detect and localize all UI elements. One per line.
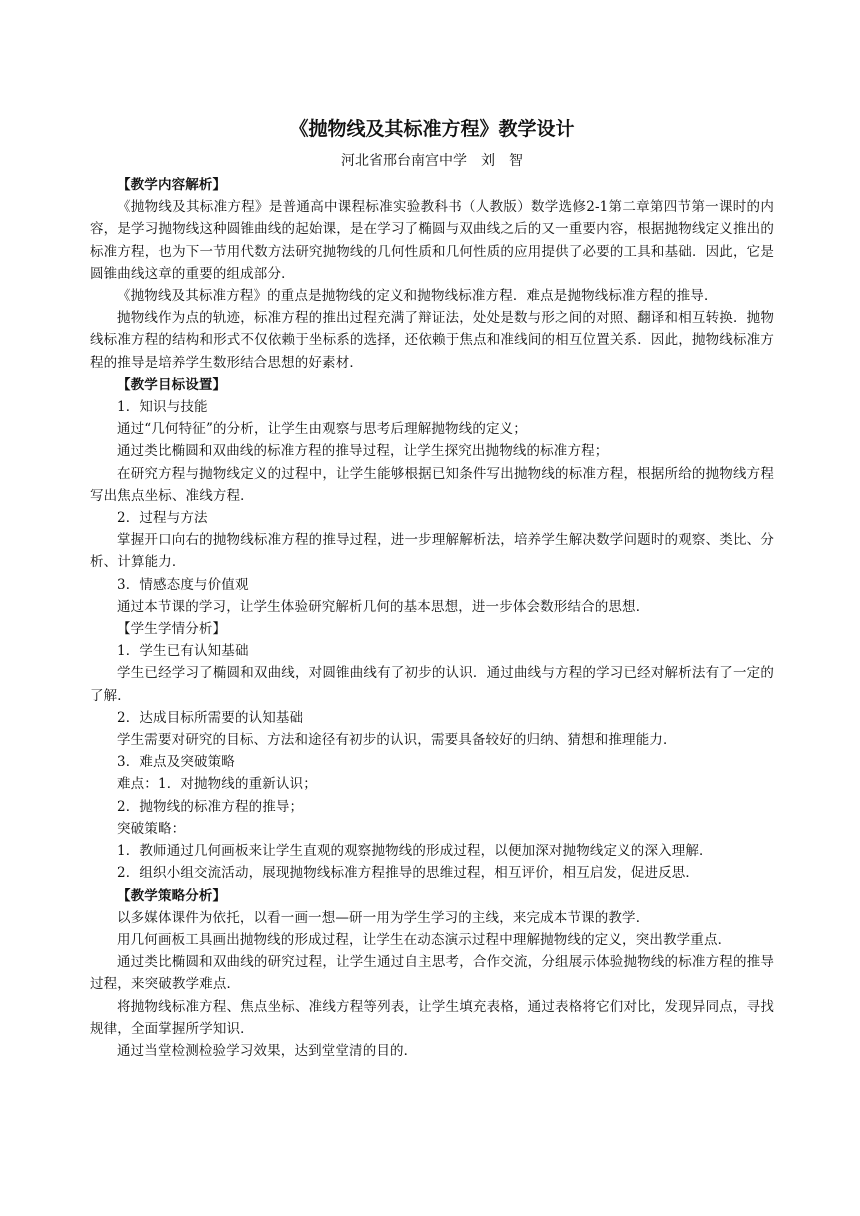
paragraph: 通过本节课的学习，让学生体验研究解析几何的基本思想，进一步体会数形结合的思想． (117, 598, 650, 615)
paragraph: 学生需要对研究的目标、方法和途径有初步的认识，需要具备较好的归纳、猜想和推理能力． (117, 732, 677, 749)
paragraph: 1．教师通过几何画板来让学生直观的观察抛物线的形成过程，以便加深对抛物线定义的深入理解． (117, 843, 713, 860)
paragraph: 1．知识与技能 (117, 399, 208, 416)
document-body (90, 174, 774, 1062)
paragraph: 【学生学情分析】 (117, 621, 227, 638)
paragraph: 掌握开口向右的抛物线标准方程的推导过程，进一步理解解析法，培养学生解决数学问题时的观察、类比、分析、计算能力． (90, 532, 774, 571)
section-heading: 【教学策略分析】 (117, 887, 227, 904)
paragraph: 难点：1．对抛物线的重新认识； (117, 776, 317, 793)
paragraph: 《抛物线及其标准方程》是普通高中课程标准实验教科书（人教版）数学选修2-1第二章第四节第一课时的内容，是学习抛物线这种圆锥曲线的起始课，是在学习了椭圆与双曲线之后的又一重要内容，根据抛物线定义推出的标准方程，也为下一节用代数方法研究抛物线的几何性质和几何性质的应用提供了必要的工具和基础．因此，它是圆锥曲线这章的重要的组成部分． (90, 199, 774, 282)
paragraph: 2．达成目标所需要的认知基础 (117, 709, 304, 726)
paragraph: 2．过程与方法 (117, 510, 208, 527)
document-title: 《抛物线及其标准方程》教学设计 (289, 118, 575, 140)
paragraph: 用几何画板工具画出抛物线的形成过程，让学生在动态演示过程中理解抛物线的定义，突出教学重点． (117, 931, 732, 948)
paragraph: 在研究方程与抛物线定义的过程中，让学生能够根据已知条件写出抛物线的标准方程，根据所给的抛物线方程写出焦点坐标、准线方程． (90, 465, 774, 504)
paragraph: 3．情感态度与价值观 (117, 576, 249, 593)
document-page (90, 116, 774, 1062)
paragraph: 通过类比椭圆和双曲线的标准方程的推导过程，让学生探究出抛物线的标准方程； (117, 443, 609, 460)
paragraph: 将抛物线标准方程、焦点坐标、准线方程等列表，让学生填充表格，通过表格将它们对比，发现异同点，寻找规律，全面掌握所学知识． (90, 998, 774, 1037)
paragraph: 1．学生已有认知基础 (117, 643, 249, 660)
paragraph: 以多媒体课件为依托，以看一画一想—研一用为学生学习的主线，来完成本节课的教学． (117, 909, 650, 926)
paragraph: 抛物线作为点的轨迹，标准方程的推出过程充满了辩证法，处处是数与形之间的对照、翻译和相互转换．抛物线标准方程的结构和形式不仅依赖于坐标系的选择，还依赖于焦点和准线间的相互位置关系．因此，抛物线标准方程的推导是培养学生数形结合思想的好素材． (90, 310, 774, 371)
paragraph: 《抛物线及其标准方程》的重点是抛物线的定义和抛物线标准方程．难点是抛物线标准方程的推导． (117, 288, 718, 305)
paragraph: 通过当堂检测检验学习效果，达到堂堂清的目的． (117, 1042, 418, 1059)
section-heading: 【教学目标设置】 (117, 376, 227, 393)
paragraph: 通过“几何特征”的分析，让学生由观察与思考后理解抛物线的定义； (117, 421, 527, 438)
paragraph: 突破策略： (117, 820, 186, 837)
paragraph: 通过类比椭圆和双曲线的研究过程，让学生通过自主思考，合作交流，分组展示体验抛物线的标准方程的推导过程，来突破教学难点． (90, 954, 774, 993)
section-heading: 【教学内容解析】 (117, 177, 227, 193)
paragraph: 学生已经学习了椭圆和双曲线，对圆锥曲线有了初步的认识．通过曲线与方程的学习已经对解析法有了一定的了解． (90, 665, 774, 704)
paragraph: 2．组织小组交流活动，展现抛物线标准方程推导的思维过程，相互评价，相互启发，促进反思． (117, 865, 700, 882)
author-line: 河北省邢台南宫中学 刘 智 (341, 153, 523, 169)
paragraph: 3．难点及突破策略 (117, 754, 235, 771)
paragraph: 2．抛物线的标准方程的推导； (117, 798, 304, 815)
